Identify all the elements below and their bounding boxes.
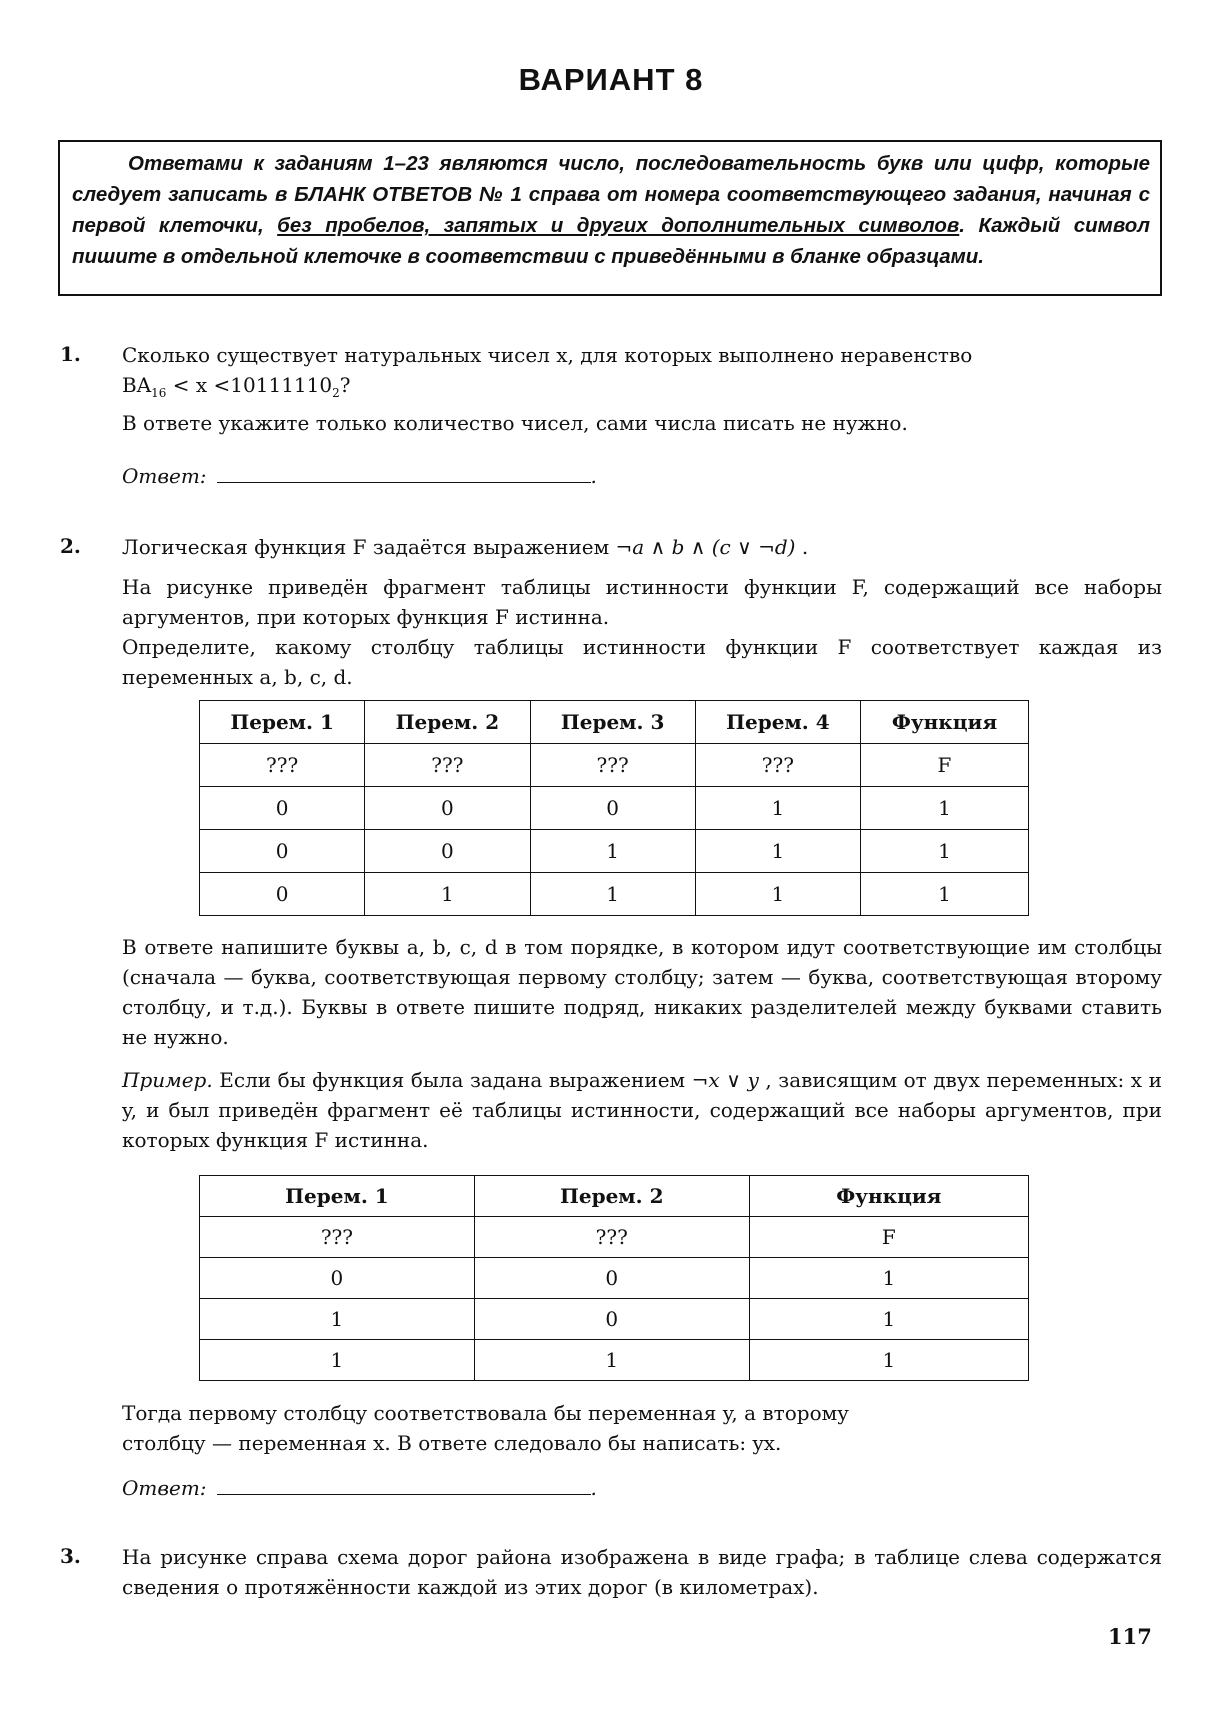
answer-label: Ответ:: [122, 464, 207, 488]
instructions-box: [58, 140, 1162, 296]
task2-line1-pre: Логическая функция F задаётся выражением: [122, 535, 616, 559]
tt1-cell: 1: [530, 830, 695, 873]
instructions-underlined: без пробелов, запятых и других дополнительных символов: [277, 214, 960, 237]
task2-answer: Ответ: .: [122, 1476, 597, 1500]
answer-blank[interactable]: [217, 464, 591, 483]
task2-intro: [122, 532, 1162, 692]
tt1-row: [200, 787, 1029, 830]
truth-table-2: [199, 1175, 1029, 1381]
example-formula: ¬x ∨ y: [691, 1068, 759, 1092]
ineq-base2: 2: [332, 386, 340, 400]
tt2-row: [200, 1217, 1029, 1258]
conclusion-line1: Тогда первому столбцу соответствовала бы переменная y, а второму: [122, 1401, 849, 1425]
tt1-cell: 1: [861, 873, 1029, 916]
task2-number: 2.: [60, 534, 81, 558]
task3-text: На рисунке справа схема дорог района изображена в виде графа; в таблице слева содержатся сведения о протяжённости каждой из этих дорог (в километрах).: [122, 1545, 1162, 1599]
tt2-cell: 0: [200, 1258, 475, 1299]
task1-inequality: [122, 370, 1162, 408]
task2-formula: ¬a ∧ b ∧ (c ∨ ¬d): [615, 535, 796, 559]
tt2-cell: 1: [200, 1299, 475, 1340]
tt1-cell: 1: [530, 873, 695, 916]
ineq-mid: < x <10111110: [166, 373, 333, 397]
answer-blank[interactable]: [217, 1476, 591, 1495]
tt1-cell: Перем. 1: [200, 701, 365, 744]
tt1-row: [200, 873, 1029, 916]
example-pre: Если бы функция была задана выражением: [212, 1068, 692, 1092]
tt1-cell: 1: [861, 830, 1029, 873]
tt2-cell: ???: [200, 1217, 475, 1258]
truth-table-1: [199, 700, 1029, 916]
tt2-cell: Функция: [749, 1176, 1028, 1217]
tt1-cell: 1: [695, 787, 860, 830]
tt1-cell: Перем. 3: [530, 701, 695, 744]
tt1-cell: ???: [530, 744, 695, 787]
ineq-ba: BA: [122, 373, 152, 397]
task2-para3: Определите, какому столбцу таблицы истинности функции F соответствует каждая из переменных a, b, c, d.: [122, 635, 1162, 689]
tt1-cell: 0: [200, 873, 365, 916]
tt1-cell: 1: [695, 873, 860, 916]
tt1-cell: 0: [530, 787, 695, 830]
instructions-part1: Ответами к заданиям 1–23 являются число, последовательность букв или цифр, которые следует записать в БЛАНК ОТВЕТОВ № 1 справа от номера соответствующего задания, начиная с первой клеточки,: [72, 152, 1150, 237]
task2-para2: На рисунке приведён фрагмент таблицы истинности функции F, содержащий все наборы аргументов, при которых функция F истинна.: [122, 575, 1162, 629]
tt2-row: [200, 1340, 1029, 1381]
tt1-cell: 1: [861, 787, 1029, 830]
tt1-cell: ???: [365, 744, 530, 787]
tt1-cell: 1: [695, 830, 860, 873]
tt1-row: [200, 744, 1029, 787]
tt2-cell: 1: [749, 1299, 1028, 1340]
ineq-base16: 16: [151, 386, 167, 400]
tt1-cell: 0: [365, 830, 530, 873]
tt2-cell: F: [749, 1217, 1028, 1258]
task2-line1: [122, 532, 1162, 562]
tt1-row: [200, 830, 1029, 873]
task1-number: 1.: [60, 342, 81, 366]
tt2-row: [200, 1176, 1029, 1217]
task2-conclusion: [122, 1398, 1162, 1458]
tt2-cell: ???: [474, 1217, 749, 1258]
tt1-cell: F: [861, 744, 1029, 787]
tt1-cell: ???: [200, 744, 365, 787]
tt1-row: [200, 701, 1029, 744]
conclusion-line2: столбцу — переменная x. В ответе следовало бы написать: yx.: [122, 1431, 782, 1455]
tt2-cell: 0: [474, 1299, 749, 1340]
tt2-row: [200, 1258, 1029, 1299]
example-post: , зависящим от двух переменных: x и y, и был приведён фрагмент её таблицы истинности, содержащий все наборы аргументов, при которых функция F истинна.: [122, 1068, 1162, 1152]
tt1-cell: ???: [695, 744, 860, 787]
tt2-row: [200, 1299, 1029, 1340]
task2-line1-post: .: [795, 535, 809, 559]
tt2-cell: 1: [200, 1340, 475, 1381]
variant-title: ВАРИАНТ 8: [518, 62, 704, 97]
tt1-cell: 0: [200, 787, 365, 830]
instructions-part2: . Каждый символ пишите в отдельной клеточке в соответствии с приведёнными в бланке образцами.: [72, 214, 1150, 268]
page-number: 117: [1108, 1624, 1152, 1649]
tt1-cell: 1: [365, 873, 530, 916]
task1-answer: Ответ: .: [122, 464, 597, 488]
tt2-cell: 1: [749, 1258, 1028, 1299]
tt2-cell: Перем. 1: [200, 1176, 475, 1217]
task2-para4: В ответе напишите буквы a, b, c, d в том порядке, в котором идут соответствующие им столбцы (сначала — буква, соответствующая первому столбцу; затем — буква, соответствующая второму столбцу, и т.д.). Буквы в ответе пишите подряд, никаких разделителей между буквами ставить не нужно.: [122, 935, 1162, 1049]
task3-number: 3.: [60, 1544, 81, 1568]
tt1-cell: Перем. 2: [365, 701, 530, 744]
tt2-cell: 1: [749, 1340, 1028, 1381]
ineq-end: ?: [339, 373, 351, 397]
tt1-cell: Перем. 4: [695, 701, 860, 744]
tt1-cell: 0: [365, 787, 530, 830]
tt1-cell: Функция: [861, 701, 1029, 744]
task1-text: [122, 340, 1162, 438]
answer-label: Ответ:: [122, 1476, 207, 1500]
example-label: Пример.: [122, 1068, 213, 1092]
tt1-cell: 0: [200, 830, 365, 873]
tt2-cell: 0: [474, 1258, 749, 1299]
task1-line3: В ответе укажите только количество чисел, сами числа писать не нужно.: [122, 411, 908, 435]
tt2-cell: Перем. 2: [474, 1176, 749, 1217]
task1-line1: Сколько существует натуральных чисел x, для которых выполнено неравенство: [122, 343, 973, 367]
tt2-cell: 1: [474, 1340, 749, 1381]
task2-example: [122, 1065, 1162, 1155]
